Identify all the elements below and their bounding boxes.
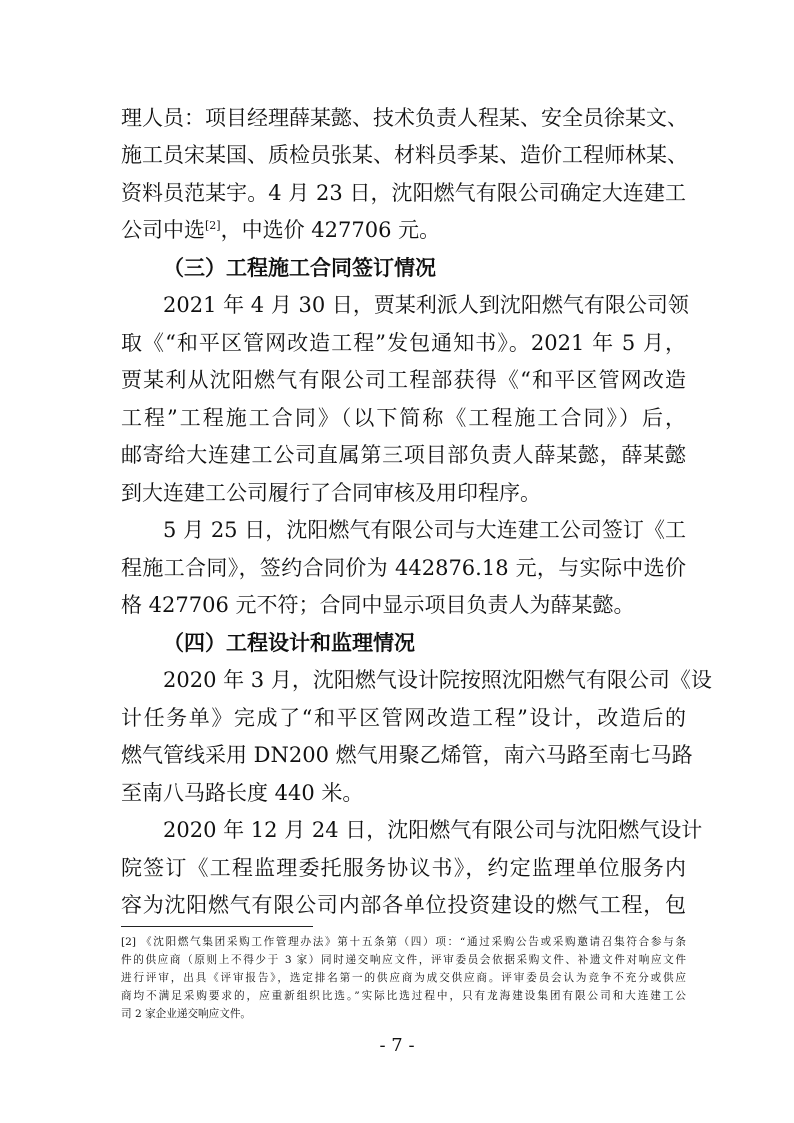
body-line: 2021 年 4 月 30 日，贾某利派人到沈阳燃气有限公司领 (163, 293, 689, 317)
section-heading: （三）工程施工合同签订情况 (163, 256, 436, 280)
body-line: 至南八马路长度 440 米。 (121, 781, 364, 805)
body-line: 理人员：项目经理薛某懿、技术负责人程某、安全员徐某文、 (121, 106, 688, 130)
body-line: 到大连建工公司履行了合同审核及用印程序。 (121, 481, 541, 505)
footnote-line: 司 2 家企业递交响应文件。 (121, 1008, 252, 1020)
body-line: 2020 年 12 月 24 日，沈阳燃气有限公司与沈阳燃气设计 (163, 818, 703, 842)
body-line: 格 427706 元不符；合同中显示项目负责人为薛某懿。 (121, 593, 635, 617)
footnote-separator (121, 926, 313, 927)
body-line: 2020 年 3 月，沈阳燃气设计院按照沈阳燃气有限公司《设 (163, 668, 712, 692)
footnote-line: [2] 《沈阳燃气集团采购工作管理办法》第十五条第（四）项：“通过采购公告或采购邀请召集符合参与条 (121, 936, 686, 948)
footnote-line: 进行评审，出具《评审报告》，选定排名第一的供应商为成交供应商。评审委员会认为竞争不充分或供应 (121, 972, 686, 984)
body-line (121, 215, 686, 249)
section-heading: （四）工程设计和监理情况 (163, 631, 415, 655)
body-line: 容为沈阳燃气有限公司内部各单位投资建设的燃气工程，包 (121, 893, 686, 917)
footnote-reference[interactable]: [2] (205, 219, 221, 232)
body-line: 5 月 25 日，沈阳燃气有限公司与大连建工公司签订《工 (163, 518, 686, 542)
body-line: 贾某利从沈阳燃气有限公司工程部获得《“和平区管网改造 (121, 368, 686, 392)
body-line: 院签订《工程监理委托服务协议书》，约定监理单位服务内 (121, 856, 686, 880)
body-line: 工程”工程施工合同》（以下简称《工程施工合同》）后， (121, 406, 686, 430)
footnote-line: 商均不满足采购要求的，应重新组织比选。”实际比选过程中，只有龙海建设集团有限公司和大连建工公 (121, 990, 686, 1002)
footnote-line: 件的供应商（原则上不得少于 3 家）同时递交响应文件，评审委员会依据采购文件、补遗文件对响应文件 (121, 954, 686, 966)
page-number: - 7 - (379, 1035, 415, 1056)
body-line: 燃气管线采用 DN200 燃气用聚乙烯管，南六马路至南七马路 (121, 743, 693, 767)
body-line: 资料员范某宇。4 月 23 日，沈阳燃气有限公司确定大连建工 (121, 181, 686, 205)
body-text: ，中选价 427706 元。 (220, 218, 441, 242)
body-line: 施工员宋某国、质检员张某、材料员季某、造价工程师林某、 (121, 143, 688, 167)
body-line: 计任务单》完成了“和平区管网改造工程”设计，改造后的 (121, 706, 686, 730)
body-line: 程施工合同》，签约合同价为 442876.18 元，与实际中选价 (121, 556, 686, 580)
body-line: 取《“和平区管网改造工程”发包通知书》。2021 年 5 月， (121, 331, 686, 355)
body-text: 公司中选 (121, 218, 205, 242)
body-line: 邮寄给大连建工公司直属第三项目部负责人薛某懿，薛某懿 (121, 443, 686, 467)
